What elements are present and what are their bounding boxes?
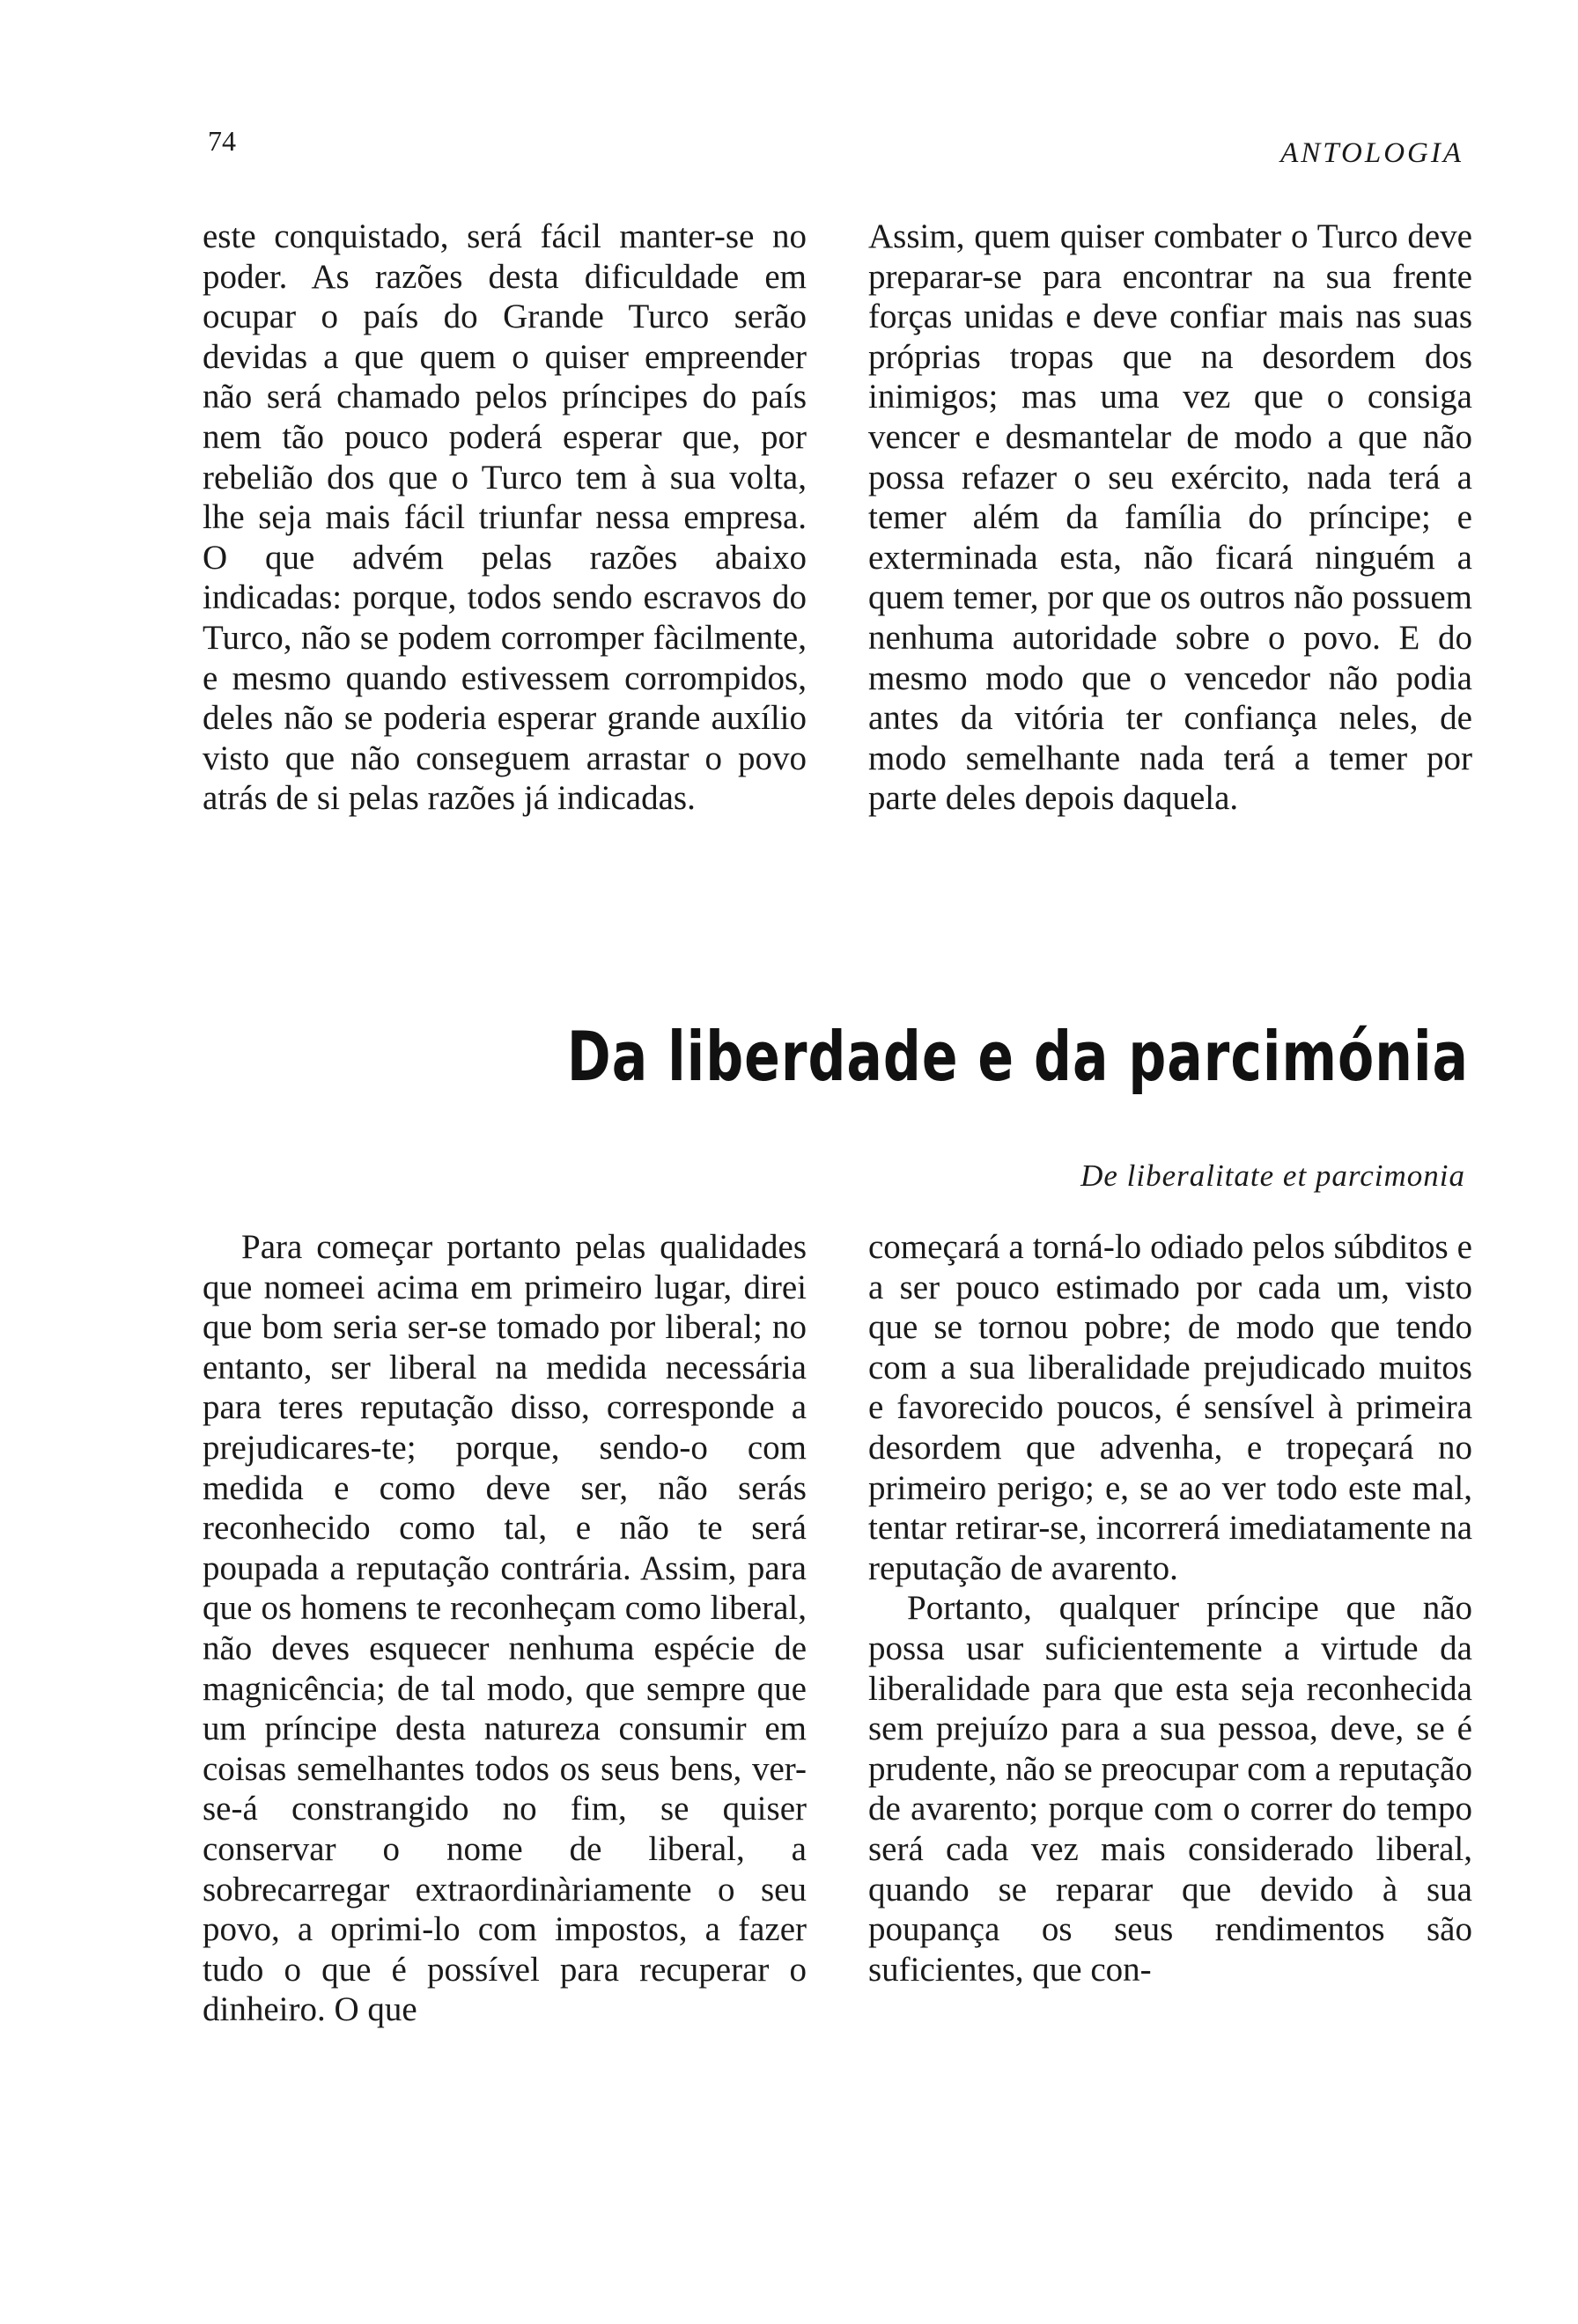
paragraph: começará a torná-lo odiado pelos súbditos e a ser pouco estimado por cada um, visto que se tornou pobre; de modo que tendo com a sua liberalidade prejudicado muitos e favorecido poucos, é sensível à primeira desordem que advenha, e tropeçará no primeiro perigo; e, se ao ver todo este mal, tentar retirar-se, incorrerá imediatamente na reputação de avarento.: [868, 1228, 1472, 1587]
chapter-title: Da liberdade e da parcimónia: [566, 1017, 1469, 1098]
paragraph: este conquistado, será fácil manter-se no poder. As razões desta dificuldade em ocupar o país do Grande Turco serão devidas a que quem o quiser empreender não será chamado pelos príncipes do país nem tão pouco poderá esperar que, por rebelião dos que o Turco tem à sua volta, lhe seja mais fácil triunfar nessa empresa. O que advém pelas razões abaixo indicadas: porque, todos sendo escravos do Turco, não se podem corromper fàcilmente, e mesmo quando estivessem corrompidos, deles não se poderia esperar grande auxílio visto que não conseguem arrastar o povo atrás de si pelas razões já indicadas.: [203, 217, 807, 818]
top-left-column: [203, 217, 807, 819]
page-number: 74: [208, 125, 236, 157]
paragraph: Portanto, qualquer príncipe que não possa usar suficientemente a virtude da liberalidade para que esta seja reconhecida sem prejuízo para a sua pessoa, deve, se é prudente, não se preocupar com a reputação de avarento; porque com o correr do tempo será cada vez mais considerado liberal, quando se reparar que devido à sua poupança os seus rendimentos são suficientes, que con-: [868, 1589, 1472, 1989]
bottom-left-column: [203, 1227, 807, 2030]
top-right-column: [868, 217, 1472, 819]
paragraph: Para começar portanto pelas qualidades que nomeei acima em primeiro lugar, direi que bom seria ser-se tomado por liberal; no entanto, ser liberal na medida necessária para teres reputação disso, corresponde a prejudicares-te; porque, sendo-o com medida e como deve ser, não serás reconhecido como tal, e não te será poupada a reputação contrária. Assim, para que os homens te reconheçam como liberal, não deves esquecer nenhuma espécie de magnicência; de tal modo, que sempre que um príncipe desta natureza consumir em coisas semelhantes todos os seus bens, ver-se-á constrangido no fim, se quiser conservar o nome de liberal, a sobrecarregar extraordinàriamente o seu povo, a oprimi-lo com impostos, a fazer tudo o que é possível para recuperar o dinheiro. O que: [203, 1228, 807, 2029]
running-head: ANTOLOGIA: [1280, 137, 1464, 169]
paragraph: Assim, quem quiser combater o Turco deve preparar-se para encontrar na sua frente forças unidas e deve confiar mais nas suas próprias tropas que na desordem dos inimigos; mas uma vez que o consiga vencer e desmantelar de modo a que não possa refazer o seu exército, nada terá a temer além da família do príncipe; e exterminada esta, não ficará ninguém a quem temer, por que os outros não possuem nenhuma autoridade sobre o povo. E do mesmo modo que o vencedor não podia antes da vitória ter confiança neles, de modo semelhante nada terá a temer por parte deles depois daquela.: [868, 217, 1472, 818]
bottom-right-column: [868, 1227, 1472, 1989]
chapter-subtitle: De liberalitate et parcimonia: [1080, 1158, 1465, 1193]
